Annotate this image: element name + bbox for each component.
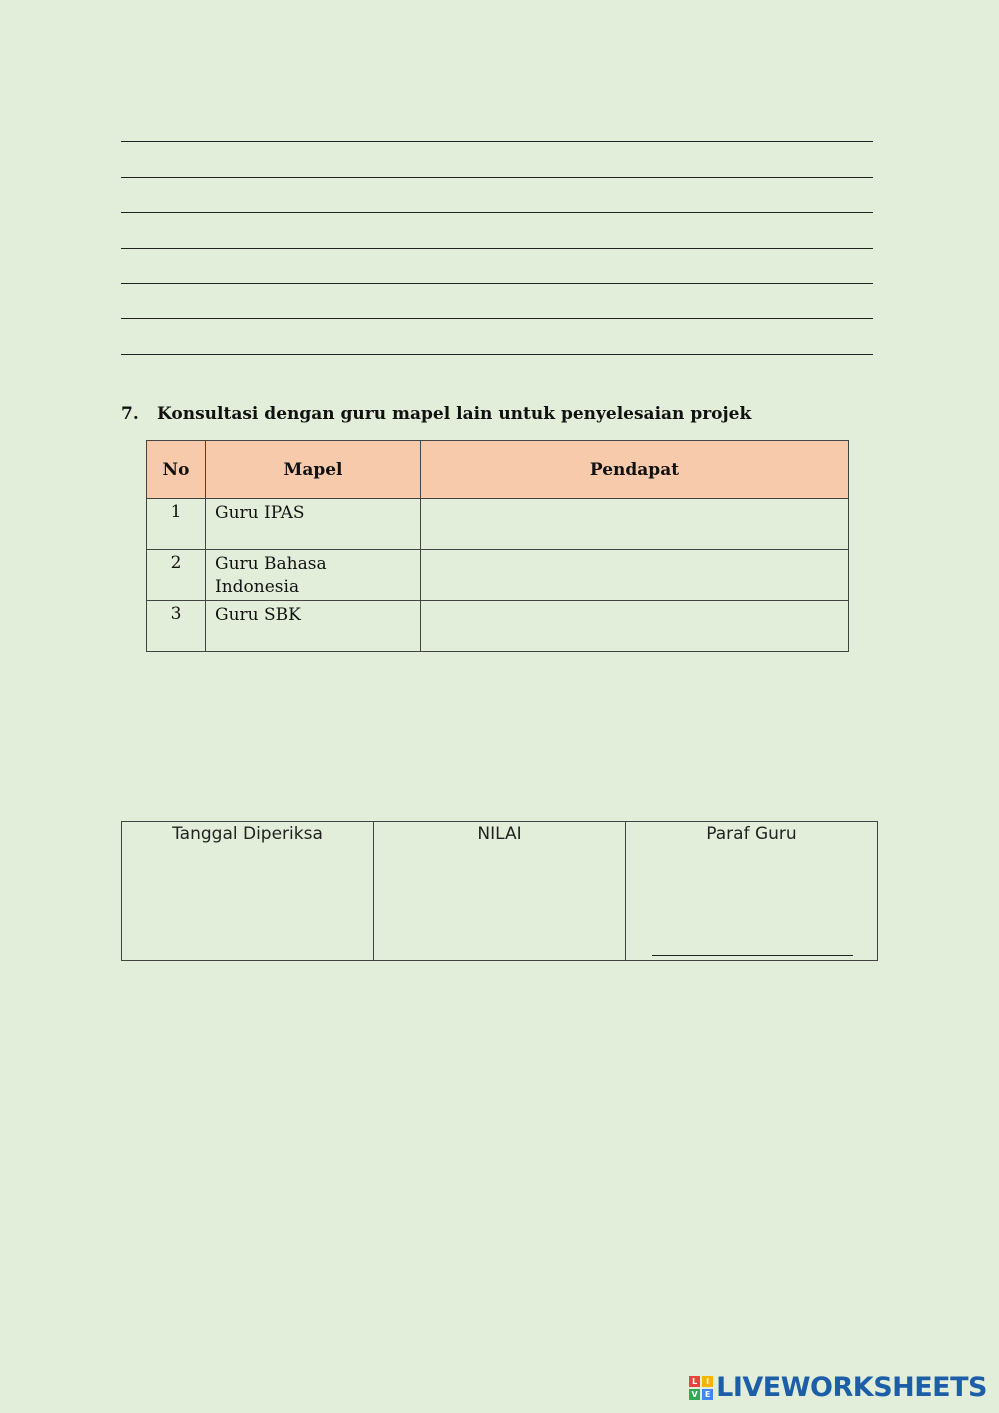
answer-line[interactable] (121, 248, 873, 249)
answer-line[interactable] (121, 318, 873, 319)
section-title-text: Konsultasi dengan guru mapel lain untuk penyelesaian projek (157, 404, 752, 424)
liveworksheets-logo (689, 1372, 987, 1403)
row-no: 2 (147, 550, 206, 601)
section-title (121, 404, 751, 424)
row-pendapat-input[interactable] (421, 601, 849, 652)
logo-tile: I (702, 1376, 713, 1387)
signature-label: Paraf Guru (706, 824, 797, 844)
row-mapel: Guru IPAS (206, 499, 421, 550)
header-no: No (147, 441, 206, 499)
logo-tiles-icon (689, 1376, 713, 1400)
row-pendapat-input[interactable] (421, 550, 849, 601)
score-label: NILAI (477, 824, 522, 844)
date-checked-cell[interactable] (122, 822, 374, 961)
row-mapel: Guru Bahasa Indonesia (206, 550, 421, 601)
row-pendapat-input[interactable] (421, 499, 849, 550)
signature-cell[interactable] (626, 822, 878, 961)
table-row (147, 499, 849, 550)
date-checked-label: Tanggal Diperiksa (172, 824, 323, 844)
logo-text: LIVEWORKSHEETS (716, 1372, 987, 1403)
logo-tile: V (689, 1389, 700, 1400)
answer-line[interactable] (121, 177, 873, 178)
answer-line[interactable] (121, 141, 873, 142)
signature-line (652, 955, 853, 956)
section-number: 7. (121, 404, 139, 424)
logo-tile: E (702, 1389, 713, 1400)
answer-line[interactable] (121, 212, 873, 213)
header-mapel: Mapel (206, 441, 421, 499)
consultation-table (146, 440, 849, 652)
score-cell[interactable] (374, 822, 626, 961)
table-header-row (147, 441, 849, 499)
row-no: 1 (147, 499, 206, 550)
answer-line[interactable] (121, 354, 873, 355)
teacher-check-table (121, 821, 878, 961)
row-mapel: Guru SBK (206, 601, 421, 652)
table-row (147, 601, 849, 652)
table-row (147, 550, 849, 601)
row-no: 3 (147, 601, 206, 652)
header-pendapat: Pendapat (421, 441, 849, 499)
answer-line[interactable] (121, 283, 873, 284)
logo-tile: L (689, 1376, 700, 1387)
